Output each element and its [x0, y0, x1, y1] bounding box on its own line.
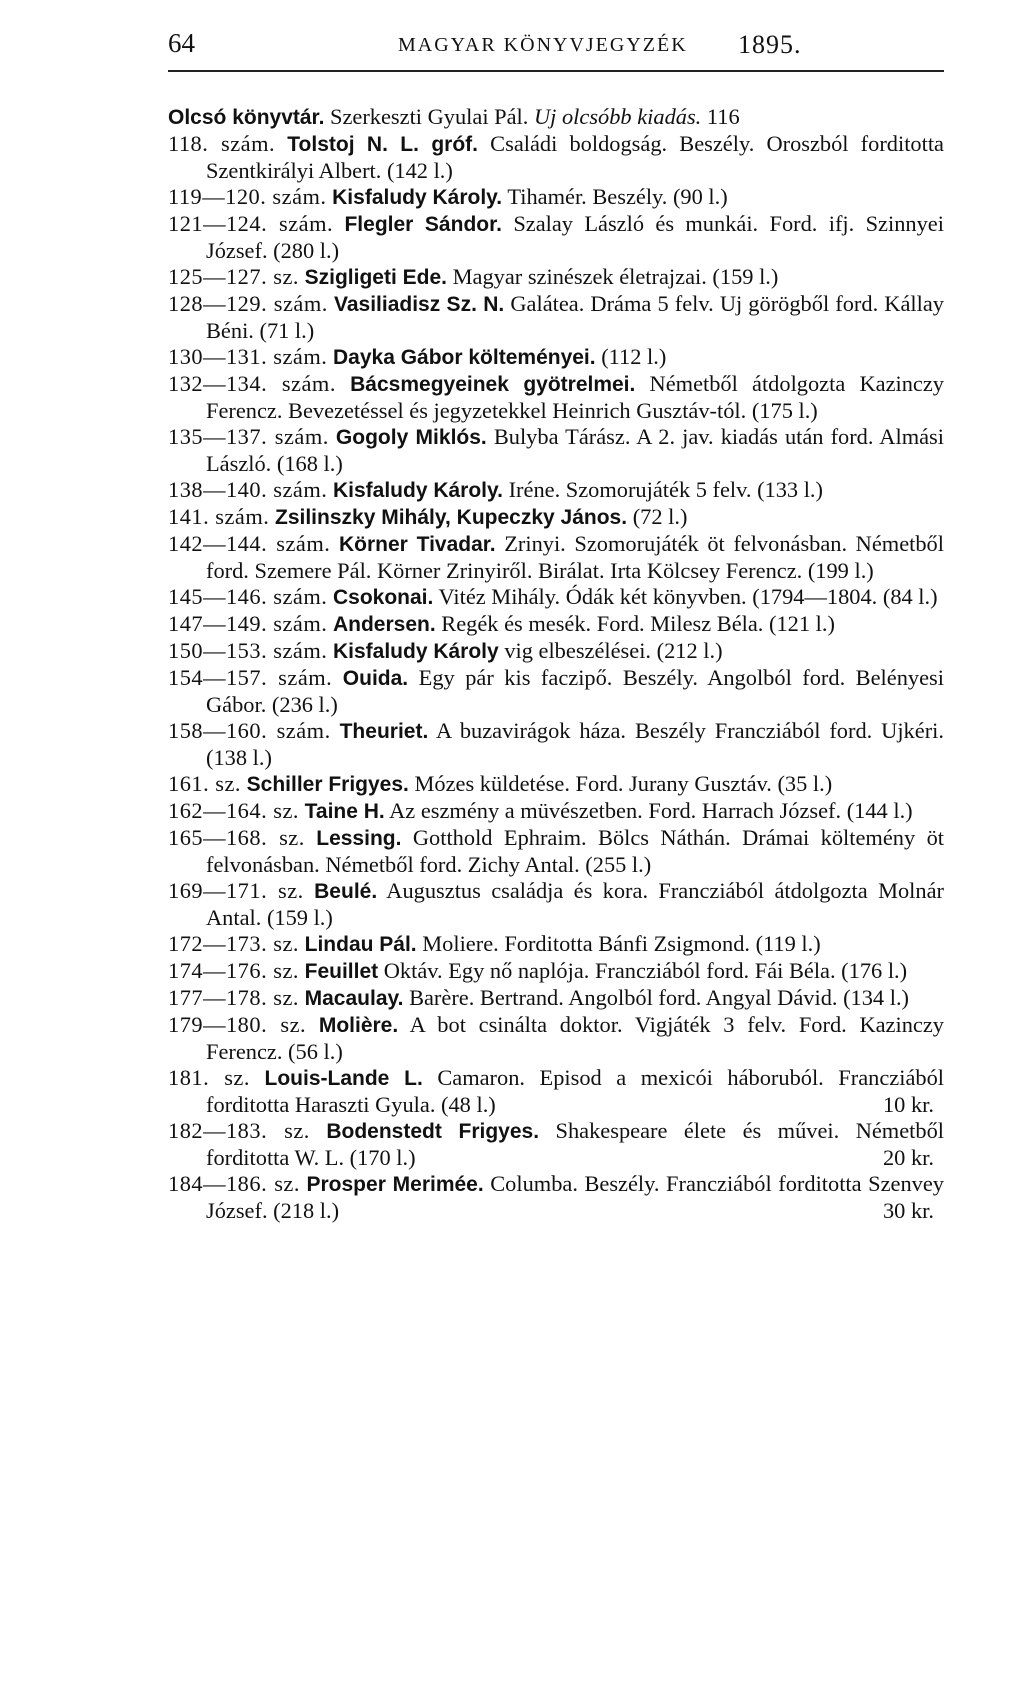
entry-author: Louis-Lande L.: [264, 1067, 423, 1090]
entry-author: Dayka Gábor költeményei.: [332, 346, 596, 369]
entry-number: 135—137. szám.: [168, 424, 329, 449]
series-edition: Uj olcsóbb kiadás.: [533, 104, 702, 129]
entry-author: Lessing.: [316, 827, 402, 850]
catalog-entry: [168, 371, 944, 424]
entry-number: 169—171. sz.: [168, 878, 304, 903]
entry-number: 118. szám.: [168, 131, 276, 156]
entry-number: 121—124. szám.: [168, 211, 334, 236]
entry-number: 162—164. sz.: [168, 798, 300, 823]
entry-number: 125—127. sz.: [168, 264, 300, 289]
catalog-entry: [168, 184, 944, 211]
entry-author: Lindau Pál.: [304, 933, 417, 956]
entry-author: Prosper Merimée.: [306, 1173, 484, 1196]
entry-number: 119—120. szám.: [168, 184, 327, 209]
catalog-entry: [168, 931, 944, 958]
catalog-entry: [168, 825, 944, 878]
entry-author: Körner Tivadar.: [338, 533, 496, 556]
entry-description: Augusztus családja és kora. Francziából átdolgozta Molnár Antal. (159 l.): [206, 878, 944, 930]
entry-number: 147—149. szám.: [168, 611, 328, 636]
entry-number: 179—180. sz.: [168, 1012, 307, 1037]
catalog-entry: [168, 798, 944, 825]
entry-number: 184—186. sz.: [168, 1171, 300, 1196]
entry-number: 145—146. szám.: [168, 584, 328, 609]
entry-description: Szalay László és munkái. Ford. ifj. Szinnyei József. (280 l.): [206, 211, 944, 263]
entry-description: Magyar szinészek életrajzai. (159 l.): [452, 264, 779, 289]
entry-number: 142—144. szám.: [168, 531, 331, 556]
entry-number: 130—131. szám.: [168, 344, 328, 369]
entry-description: Egy pár kis faczipő. Beszély. Angolból ford. Belényesi Gábor. (236 l.): [206, 665, 944, 717]
entry-author: Andersen.: [332, 613, 436, 636]
entry-author: Zsilinszky Mihály, Kupeczky János.: [275, 506, 628, 529]
entry-description: Camaron. Episod a mexicói háboruból. Francziából forditotta Haraszti Gyula. (48 l.): [206, 1065, 944, 1117]
catalog-entry: [168, 531, 944, 584]
entry-number: 182—183. sz.: [168, 1118, 310, 1143]
entry-number: 138—140. szám.: [168, 477, 328, 502]
entry-description: Gotthold Ephraim. Bölcs Náthán. Drámai költemény öt felvonásban. Németből ford. Zichy Antal. (255 l.): [206, 825, 944, 877]
page-number: 64: [168, 28, 195, 58]
entry-list: [168, 131, 944, 1224]
entry-description: Iréne. Szomorujáték 5 felv. (133 l.): [508, 477, 823, 502]
entry-author: Tolstoj N. L. gróf.: [287, 133, 479, 156]
entry-number: 128—129. szám.: [168, 291, 328, 316]
entry-author: Beulé.: [314, 880, 378, 903]
catalog-entry: [168, 638, 944, 665]
catalog-entry: [168, 584, 944, 611]
entry-description: Shakespeare élete és művei. Németből forditotta W. L. (170 l.): [206, 1118, 944, 1170]
entry-number: 150—153. szám.: [168, 638, 328, 663]
entry-number: 154—157. szám.: [168, 665, 333, 690]
page-title: MAGYAR KÖNYVJEGYZÉK: [398, 34, 688, 56]
entry-author: Kisfaludy Károly: [332, 640, 499, 663]
entry-description: A buzavirágok háza. Beszély Francziából ford. Ujkéri. (138 l.): [206, 718, 944, 770]
catalog-entry: [168, 424, 944, 477]
catalog-entry: [168, 504, 944, 531]
entry-number: 181. sz.: [168, 1065, 250, 1090]
catalog-entry: [168, 1065, 944, 1118]
entry-description: Családi boldogság. Beszély. Oroszból forditotta Szentkirályi Albert. (142 l.): [206, 131, 944, 183]
catalog-entry: [168, 344, 944, 371]
entry-number: 161. sz.: [168, 771, 242, 796]
entry-number: 174—176. sz.: [168, 958, 300, 983]
entry-price: 10 kr.: [882, 1092, 934, 1117]
header-rule: [168, 70, 944, 72]
entry-author: Vasiliadisz Sz. N.: [333, 293, 505, 316]
entry-author: Macaulay.: [304, 987, 404, 1010]
entry-author: Theuriet.: [339, 720, 429, 743]
entry-description: Columba. Beszély. Francziából forditotta Szenvey József. (218 l.): [206, 1171, 944, 1223]
entry-author: Kisfaludy Károly.: [332, 186, 503, 209]
entry-description: Mózes küldetése. Ford. Jurany Gusztáv. (35 l.): [414, 771, 833, 796]
entry-description: Oktáv. Egy nő naplója. Francziából ford. Fái Béla. (176 l.): [383, 958, 908, 983]
entry-description: A bot csinálta doktor. Vigjáték 3 felv. Ford. Kazinczy Ferencz. (56 l.): [206, 1012, 944, 1064]
entry-description: Németből átdolgozta Kazinczy Ferencz. Bevezetéssel és jegyzetekkel Heinrich Gusztáv-tól. (175 l.): [206, 371, 944, 423]
catalog-entry: [168, 477, 944, 504]
catalog-entry: [168, 1171, 944, 1224]
catalog-entry: [168, 878, 944, 931]
series-name: Olcsó könyvtár.: [168, 106, 325, 129]
series-number: 116: [706, 104, 740, 129]
entry-description: Moliere. Forditotta Bánfi Zsigmond. (119 l.): [422, 931, 821, 956]
entry-description: Galátea. Dráma 5 felv. Uj görögből ford. Kállay Béni. (71 l.): [206, 291, 944, 343]
catalog-entry: [168, 1118, 944, 1171]
entry-author: Csokonai.: [332, 586, 434, 609]
entry-author: Bodenstedt Frigyes.: [326, 1120, 540, 1143]
entry-author: Taine H.: [304, 800, 385, 823]
header-year: 1895.: [738, 30, 802, 59]
catalog-entry: [168, 611, 944, 638]
catalog-entry: [168, 131, 944, 184]
entry-price: 30 kr.: [882, 1198, 934, 1223]
entry-number: 165—168. sz.: [168, 825, 305, 850]
catalog-entry: [168, 291, 944, 344]
entry-description: (112 l.): [601, 344, 667, 369]
catalog-entry: [168, 211, 944, 264]
entry-description: Barère. Bertrand. Angolból ford. Angyal Dávid. (134 l.): [409, 985, 910, 1010]
entry-number: 158—160. szám.: [168, 718, 331, 743]
entry-author: Gogoly Miklós.: [335, 426, 487, 449]
catalog-entry: [168, 264, 944, 291]
entry-description: Bulyba Tárász. A 2. jav. kiadás után ford. Almási László. (168 l.): [206, 424, 944, 476]
entry-number: 172—173. sz.: [168, 931, 300, 956]
catalog-entry: [168, 665, 944, 718]
catalog-listing: [168, 104, 944, 1224]
entry-author: Bácsmegyeinek gyötrelmei.: [350, 373, 636, 396]
entry-description: Regék és mesék. Ford. Milesz Béla. (121 l.): [441, 611, 835, 636]
entry-author: Szigligeti Ede.: [304, 266, 447, 289]
catalog-entry: [168, 985, 944, 1012]
entry-author: Feuillet: [304, 960, 379, 983]
catalog-entry: [168, 718, 944, 771]
entry-price: 20 kr.: [882, 1145, 934, 1170]
entry-description: Tihamér. Beszély. (90 l.): [507, 184, 728, 209]
entry-description: vig elbeszélései. (212 l.): [504, 638, 723, 663]
entry-author: Schiller Frigyes.: [246, 773, 409, 796]
entry-description: (72 l.): [632, 504, 688, 529]
series-editor: Szerkeszti Gyulai Pál.: [330, 104, 529, 129]
series-heading: [168, 104, 944, 131]
entry-author: Ouida.: [342, 667, 409, 690]
entry-description: Az eszmény a müvészetben. Ford. Harrach József. (144 l.): [389, 798, 913, 823]
catalog-entry: [168, 771, 944, 798]
entry-number: 177—178. sz.: [168, 985, 300, 1010]
catalog-entry: [168, 1012, 944, 1065]
entry-number: 132—134. szám.: [168, 371, 336, 396]
running-head: [168, 28, 948, 68]
entry-description: Zrinyi. Szomorujáték öt felvonásban. Németből ford. Szemere Pál. Körner Zrinyiről. Birálat. Irta Kölcsey Ferencz. (199 l.): [206, 531, 944, 583]
entry-description: Vitéz Mihály. Ódák két könyvben. (1794—1804. (84 l.): [438, 584, 938, 609]
entry-number: 141. szám.: [168, 504, 270, 529]
entry-author: Flegler Sándor.: [344, 213, 502, 236]
catalog-entry: [168, 958, 944, 985]
entry-author: Molière.: [318, 1014, 399, 1037]
entry-author: Kisfaludy Károly.: [332, 479, 503, 502]
